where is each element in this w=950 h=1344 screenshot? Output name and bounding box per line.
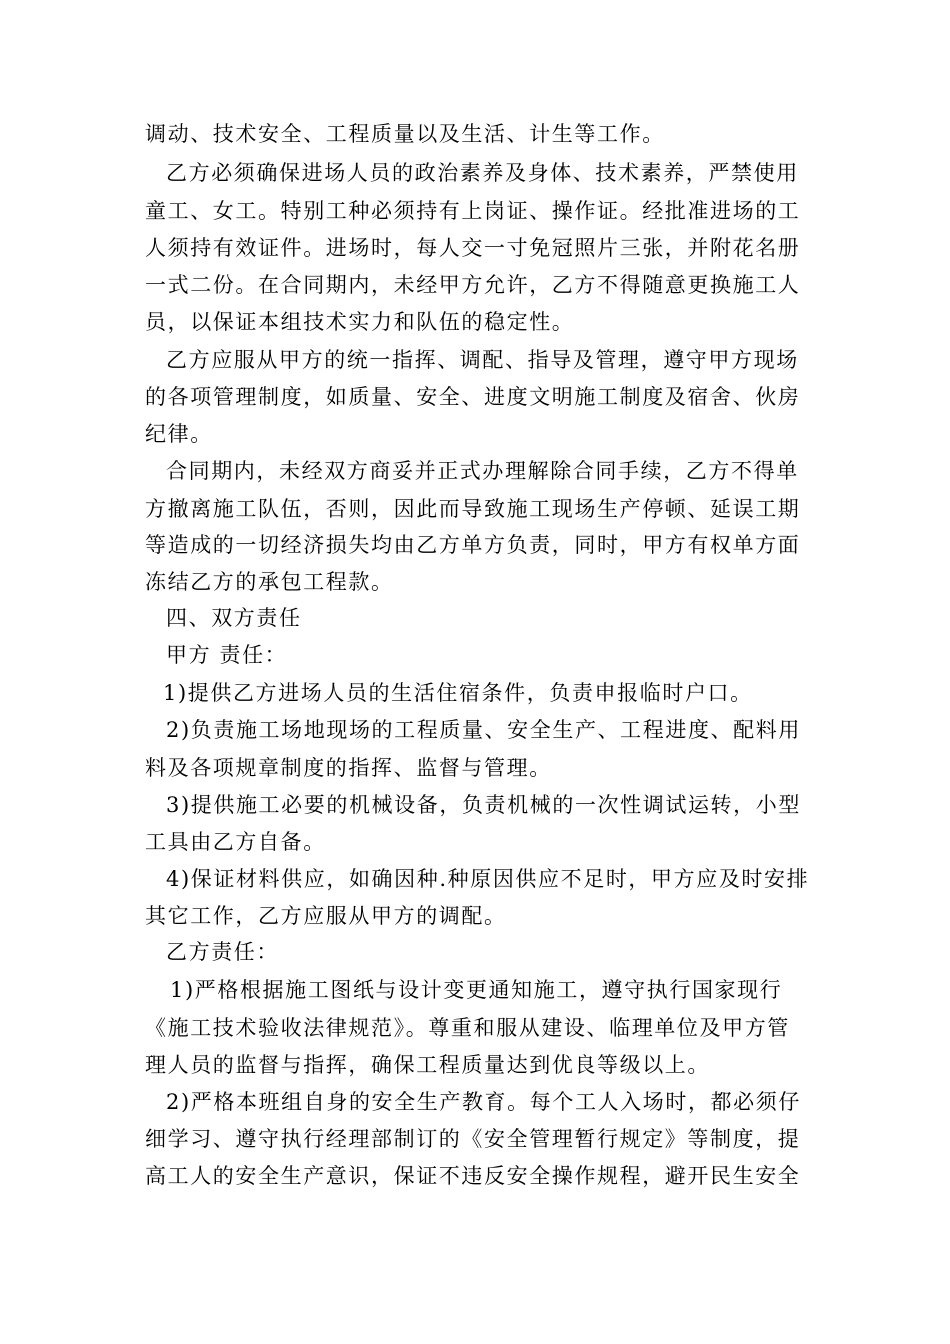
text-line: 乙方应服从甲方的统一指挥、调配、指导及管理，遵守甲方现场: [166, 348, 799, 372]
text-line: 人须持有效证件。进场时，每人交一寸免冠照片三张，并附花名册: [145, 236, 801, 260]
text-line: 2)严格本班组自身的安全生产教育。每个工人入场时，都必须仔: [166, 1090, 801, 1114]
text-line: 1)提供乙方进场人员的生活住宿条件，负责申报临时户口。: [163, 681, 753, 705]
text-line: 方撤离施工队伍，否则，因此而导致施工现场生产停顿、延误工期: [145, 497, 801, 521]
section-heading: 四、双方责任: [166, 606, 302, 630]
text-line: 童工、女工。特别工种必须持有上岗证、操作证。经批准进场的工: [145, 199, 801, 223]
text-line: 工具由乙方自备。: [145, 830, 326, 854]
subsection-heading: 甲方 责任：: [166, 643, 288, 667]
text-line: 冻结乙方的承包工程款。: [145, 570, 394, 594]
text-line: 等造成的一切经济损失均由乙方单方负责，同时，甲方有权单方面: [145, 533, 801, 557]
text-line: 合同期内，未经双方商妥并正式办理解除合同手续，乙方不得单: [166, 459, 799, 483]
text-line: 乙方必须确保进场人员的政治素养及身体、技术素养，严禁使用: [166, 161, 799, 185]
subsection-heading: 乙方责任：: [166, 940, 279, 964]
text-line: 一式二份。在合同期内，未经甲方允许，乙方不得随意更换施工人: [145, 273, 801, 297]
text-line: 调动、技术安全、工程质量以及生活、计生等工作。: [145, 122, 665, 146]
text-line: 理人员的监督与指挥，确保工程质量达到优良等级以上。: [145, 1053, 710, 1077]
text-line: 2)负责施工场地现场的工程质量、安全生产、工程进度、配料用: [166, 718, 801, 742]
text-line: 3)提供施工必要的机械设备，负责机械的一次性调试运转，小型: [166, 793, 801, 817]
text-line: 的各项管理制度，如质量、安全、进度文明施工制度及宿舍、伙房: [145, 385, 801, 409]
text-line: 员，以保证本组技术实力和队伍的稳定性。: [145, 310, 575, 334]
text-line: 料及各项规章制度的指挥、监督与管理。: [145, 756, 552, 780]
text-line: 4)保证材料供应，如确因种.种原因供应不足时，甲方应及时安排: [166, 867, 810, 891]
text-line: 其它工作，乙方应服从甲方的调配。: [145, 904, 507, 928]
text-line: 纪律。: [145, 422, 213, 446]
text-line: 1)严格根据施工图纸与设计变更通知施工，遵守执行国家现行: [170, 978, 783, 1002]
text-line: 高工人的安全生产意识，保证不违反安全操作规程，避开民生安全: [145, 1164, 801, 1188]
text-line: 《施工技术验收法律规范》。尊重和服从建设、临理单位及甲方管: [145, 1016, 790, 1040]
text-line: 细学习、遵守执行经理部制订的《安全管理暂行规定》等制度，提: [145, 1127, 801, 1151]
